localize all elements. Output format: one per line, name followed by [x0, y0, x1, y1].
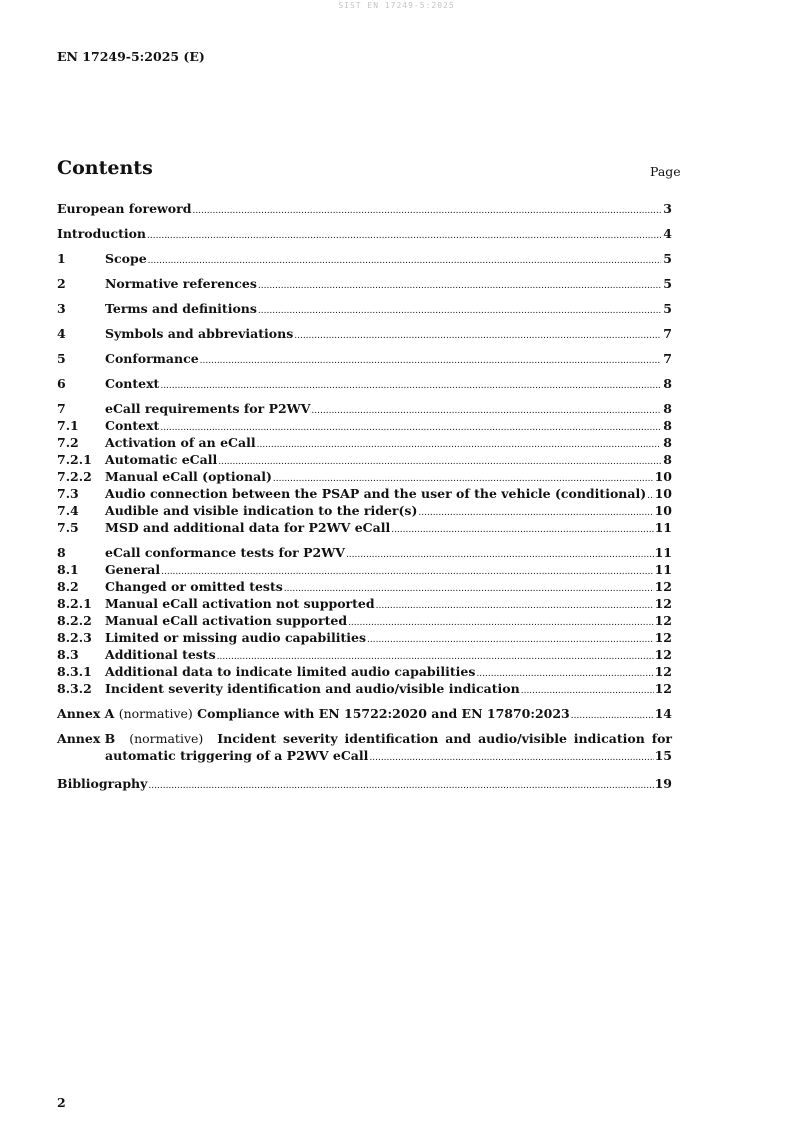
toc-entry-7-4[interactable] — [57, 502, 672, 519]
toc-entry-number: 8.1 — [57, 562, 79, 577]
toc-entry-7-2-1[interactable] — [57, 451, 672, 468]
toc-entry-title: Bibliography — [57, 776, 148, 791]
toc-entry-title: Introduction — [57, 226, 147, 241]
leader-dots — [391, 522, 653, 539]
annex-kind: (normative) — [118, 706, 193, 721]
toc-entry-8-2[interactable] — [57, 578, 672, 595]
toc-entry-page: 5 — [663, 276, 672, 291]
toc-entry-page: 12 — [654, 664, 672, 679]
toc-entry-8-3[interactable] — [57, 646, 672, 663]
toc-entry-8-3-2[interactable] — [57, 680, 672, 697]
toc-entry-title: eCall conformance tests for P2WV — [105, 545, 345, 560]
toc-entry-bibliography[interactable] — [57, 775, 672, 792]
toc-entry-title: Context — [105, 418, 160, 433]
toc-entry-title: Terms and definitions — [105, 301, 257, 316]
toc-entry-title: Context — [105, 376, 160, 391]
toc-entry-number: 7.2.1 — [57, 452, 92, 467]
toc-entry-page: 11 — [654, 562, 672, 577]
toc-entry-title: Conformance — [105, 351, 199, 366]
annex-title-line-2: automatic triggering of a P2WV eCall — [105, 748, 369, 763]
annex-label: Annex A — [57, 706, 115, 721]
annex-label: Annex B — [57, 731, 116, 746]
toc-entry-symbols[interactable] — [57, 325, 672, 342]
leader-dots — [258, 303, 661, 320]
toc-entry-number: 3 — [57, 301, 66, 316]
leader-dots — [294, 328, 661, 345]
toc-entry-title: MSD and additional data for P2WV eCall — [105, 520, 391, 535]
toc-entry-number: 2 — [57, 276, 66, 291]
toc-entry-number: 8.2.3 — [57, 630, 92, 645]
toc-entry-8-2-1[interactable] — [57, 595, 672, 612]
toc-entry-title: Additional tests — [105, 647, 216, 662]
toc-entry-title: General — [105, 562, 161, 577]
toc-entry-page: 12 — [654, 613, 672, 628]
toc-entry-page: 5 — [663, 251, 672, 266]
toc-entry-page: 12 — [654, 596, 672, 611]
page-number: 2 — [57, 1095, 66, 1110]
toc-entry-title: Limited or missing audio capabilities — [105, 630, 366, 645]
leader-dots — [148, 778, 653, 795]
toc-entry-number: 7.3 — [57, 486, 79, 501]
annex-b-line-2 — [57, 747, 672, 767]
leader-dots — [148, 253, 661, 270]
toc-entry-7-2[interactable] — [57, 434, 672, 451]
toc-entry-annex-a[interactable] — [57, 705, 672, 722]
toc-entry-ecall-requirements[interactable] — [57, 400, 672, 417]
toc-entry-page: 5 — [663, 301, 672, 316]
toc-entry-title: Manual eCall activation supported — [105, 613, 348, 628]
toc-entry-title: Additional data to indicate limited audio capabilities — [105, 664, 476, 679]
toc-entry-title — [57, 705, 570, 722]
contents-heading: Contents — [57, 157, 153, 179]
toc-entry-page: 12 — [654, 630, 672, 645]
annex-b-line-1 — [57, 730, 672, 747]
toc-entry-number: 7.1 — [57, 418, 79, 433]
toc-entry-conformance[interactable] — [57, 350, 672, 367]
leader-dots — [147, 228, 661, 245]
document-id-header: EN 17249-5:2025 (E) — [57, 49, 205, 64]
annex-title-line-1: Incident severity identification and audio/visible indication for — [217, 731, 672, 746]
toc-entry-number: 7 — [57, 401, 66, 416]
toc-entry-page: 10 — [654, 486, 672, 501]
toc-entry-number: 8.2 — [57, 579, 79, 594]
toc-entry-title: Symbols and abbreviations — [105, 326, 294, 341]
toc-entry-page: 7 — [663, 326, 672, 341]
toc-entry-foreword[interactable] — [57, 200, 672, 217]
toc-entry-8-2-3[interactable] — [57, 629, 672, 646]
toc-entry-7-3[interactable] — [57, 485, 672, 502]
toc-entry-page: 12 — [654, 579, 672, 594]
table-of-contents — [57, 200, 672, 792]
toc-entry-title: Automatic eCall — [105, 452, 218, 467]
toc-entry-page: 10 — [654, 503, 672, 518]
toc-entry-number: 8 — [57, 545, 66, 560]
toc-entry-number: 5 — [57, 351, 66, 366]
toc-entry-page: 7 — [663, 351, 672, 366]
annex-title: Compliance with EN 15722:2020 and EN 17870:2023 — [197, 706, 570, 721]
toc-entry-title: eCall requirements for P2WV — [105, 401, 311, 416]
toc-entry-page: 15 — [654, 748, 672, 763]
toc-entry-page: 8 — [663, 401, 672, 416]
toc-entry-title: Manual eCall activation not supported — [105, 596, 375, 611]
toc-entry-terms[interactable] — [57, 300, 672, 317]
toc-entry-7-2-2[interactable] — [57, 468, 672, 485]
toc-entry-page: 4 — [663, 226, 672, 241]
toc-entry-page: 8 — [663, 376, 672, 391]
toc-entry-8-1[interactable] — [57, 561, 672, 578]
toc-entry-introduction[interactable] — [57, 225, 672, 242]
leader-dots — [192, 203, 661, 220]
toc-entry-title: Incident severity identification and audio/visible indication — [105, 681, 520, 696]
toc-entry-page: 12 — [654, 681, 672, 696]
toc-entry-page: 10 — [654, 469, 672, 484]
page-column-heading: Page — [650, 164, 681, 179]
toc-entry-page: 8 — [663, 435, 672, 450]
toc-entry-page: 11 — [654, 545, 672, 560]
toc-entry-title: Audible and visible indication to the rider(s) — [105, 503, 418, 518]
toc-entry-page: 19 — [654, 776, 672, 791]
leader-dots — [521, 683, 654, 700]
toc-entry-number: 8.3.2 — [57, 681, 92, 696]
toc-entry-normative-references[interactable] — [57, 275, 672, 292]
toc-entry-title: European foreword — [57, 201, 192, 216]
toc-entry-page: 8 — [663, 418, 672, 433]
toc-entry-number: 6 — [57, 376, 66, 391]
toc-entry-page: 12 — [654, 647, 672, 662]
toc-entry-scope[interactable] — [57, 250, 672, 267]
toc-entry-number: 8.3.1 — [57, 664, 92, 679]
leader-dots — [369, 750, 653, 767]
toc-entry-7-5[interactable] — [57, 519, 672, 536]
leader-dots — [571, 708, 654, 725]
toc-entry-title: Scope — [105, 251, 147, 266]
toc-entry-number: 8.2.2 — [57, 613, 92, 628]
toc-entry-number: 1 — [57, 251, 66, 266]
leader-dots — [200, 353, 661, 370]
toc-entry-8-3-1[interactable] — [57, 663, 672, 680]
toc-entry-8-2-2[interactable] — [57, 612, 672, 629]
toc-entry-context[interactable] — [57, 375, 672, 392]
toc-entry-page: 8 — [663, 452, 672, 467]
toc-entry-7-1[interactable] — [57, 417, 672, 434]
leader-dots — [160, 378, 661, 395]
toc-entry-number: 7.2 — [57, 435, 79, 450]
toc-entry-title: Activation of an eCall — [105, 435, 256, 450]
toc-entry-annex-b[interactable] — [57, 730, 672, 767]
toc-entry-number: 7.4 — [57, 503, 79, 518]
toc-entry-number: 7.2.2 — [57, 469, 92, 484]
toc-entry-conformance-tests[interactable] — [57, 544, 672, 561]
toc-entry-title: Audio connection between the PSAP and the user of the vehicle (conditional) — [105, 486, 647, 501]
toc-entry-page: 3 — [663, 201, 672, 216]
watermark: SIST EN 17249-5:2025 — [338, 1, 455, 10]
annex-kind: (normative) — [129, 731, 204, 746]
toc-entry-number: 8.2.1 — [57, 596, 92, 611]
toc-entry-number: 8.3 — [57, 647, 79, 662]
toc-entry-page: 11 — [654, 520, 672, 535]
toc-entry-title: Normative references — [105, 276, 257, 291]
toc-entry-title: Changed or omitted tests — [105, 579, 283, 594]
toc-entry-title: Manual eCall (optional) — [105, 469, 272, 484]
leader-dots — [258, 278, 661, 295]
toc-entry-number: 7.5 — [57, 520, 79, 535]
toc-entry-number: 4 — [57, 326, 66, 341]
toc-entry-page: 14 — [654, 706, 672, 721]
